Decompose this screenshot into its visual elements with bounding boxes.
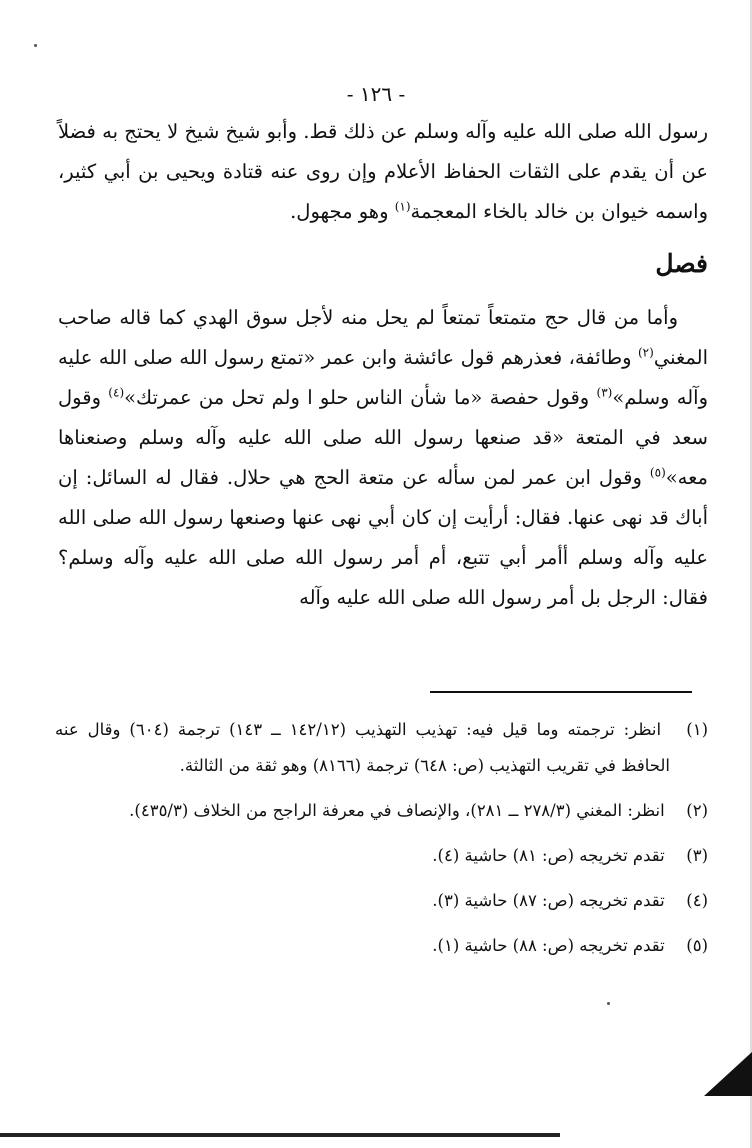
footnote [55, 928, 708, 964]
footnote [55, 883, 708, 919]
paragraph-1 [58, 112, 708, 232]
footnote [55, 712, 708, 784]
page-corner-shadow [704, 1052, 752, 1096]
page-number: - ١٢٦ - [346, 82, 406, 106]
paragraph-2-text-e: وقول ابن عمر لمن سأله عن متعة الحج هي حلال. فقال له السائل: إن أباك قد نهى عنها. فقال: أرأيت إن كان أبي نهى عنها وصنعها رسول الله صلى الله عليه وآله وسلم أأمر أبي تتبع، أم أمر رسول الله صلى الله عليه وآله وسلم؟ فقال: الرجل بل أمر رسول الله صلى الله عليه وآله [58, 466, 708, 609]
footnote-ref-1: (١) [394, 199, 411, 214]
section-heading: فصل [655, 249, 708, 278]
footnote-ref-3: (٣) [596, 385, 613, 400]
footnote-text: انظر: المغني (٢٧٨/٣ ــ ٢٨١)، والإنصاف في معرفة الراجح من الخلاف (٤٣٥/٣). [129, 801, 665, 820]
footnotes [55, 712, 708, 973]
footnote-mark: (٣) [686, 846, 708, 865]
footnote-separator [430, 691, 692, 693]
footnote-text: انظر: ترجمته وما قيل فيه: تهذيب التهذيب (١٤٢/١٢ ــ ١٤٣) ترجمة (٦٠٤) وقال عنه الحافظ في تقريب التهذيب (ص: ٦٤٨) ترجمة (٨١٦٦) وهو ثقة من الثالثة. [55, 720, 670, 775]
main-text [58, 112, 708, 618]
footnote-mark: (٥) [686, 936, 708, 955]
scan-speck [34, 44, 37, 47]
footnote-mark: (٤) [686, 891, 708, 910]
paragraph-2 [58, 298, 708, 618]
footnote-mark: (١) [686, 720, 708, 739]
footnote-text: تقدم تخريجه (ص: ٨٨) حاشية (١). [432, 936, 665, 955]
paragraph-1-end: وهو مجهول. [290, 200, 395, 223]
footnote [55, 793, 708, 829]
paragraph-2-text-d: وقول سعد في المتعة «قد صنعها رسول الله صلى الله عليه وآله وسلم وصنعناها معه» [58, 386, 708, 489]
paragraph-2-text-a: وأما من قال حج متمتعاً تمتعاً لم يحل منه لأجل سوق الهدي كما قاله صاحب المغني [58, 306, 708, 369]
footnote-ref-2: (٢) [637, 345, 654, 360]
footnote [55, 838, 708, 874]
paragraph-1-text: رسول الله صلى الله عليه وآله وسلم عن ذلك قط. وأبو شيخ شيخ لا يحتج به فضلاً عن أن يقدم على الثقات الحفاظ الأعلام وإن روى عنه قتادة ويحيى بن أبي كثير، واسمه خيوان بن خالد بالخاء المعجمة [58, 120, 708, 223]
footnote-mark: (٢) [686, 801, 708, 820]
scan-bottom-edge [0, 1133, 560, 1137]
paragraph-2-text-b: وطائفة، فعذرهم قول عائشة وابن عمر «تمتع رسول الله صلى الله عليه وآله وسلم» [58, 346, 708, 409]
footnote-ref-4: (٤) [108, 385, 125, 400]
scan-speck [607, 1002, 610, 1005]
footnote-ref-5: (٥) [649, 465, 666, 480]
footnote-text: تقدم تخريجه (ص: ٨١) حاشية (٤). [432, 846, 665, 865]
footnote-text: تقدم تخريجه (ص: ٨٧) حاشية (٣). [432, 891, 665, 910]
paragraph-2-text-c: وقول حفصة «ما شأن الناس حلو ا ولم تحل من عمرتك» [124, 386, 597, 409]
